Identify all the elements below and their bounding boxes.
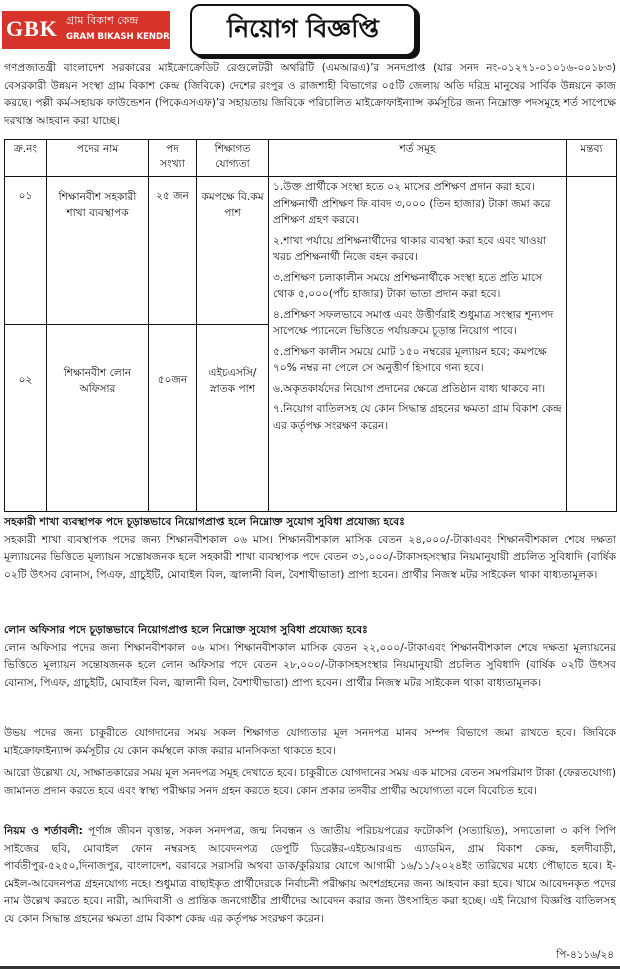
row2-post: শিক্ষানবীশ লোন অফিসার (47, 325, 149, 512)
terms-conditions (4, 823, 616, 929)
intro-paragraph: গণপ্রজাতন্ত্রী বাংলাদেশ সরকারের মাইক্রোক্রেডিট রেগুলেটরী অথরিটি (এমআরএ)’র সনদপ্রাপ্ত (যার সনদ নং-০১২৭১-০১০১৬-০০১৮৩) বেসরকারী উন্নয়ন সংস্থা গ্রাম বিকাশ কেন্দ্র (জিবিকে) দেশের রংপুর ও রাজশাহী বিভাগের ০৫টি জেলায় অতি দরিদ্র মানুষের সার্বিক উন্নয়নে কাজ করছে। পল্লী কর্ম-সহায়ক ফাউন্ডেশন (পিকেএসএফ)’র সহায়তায় জিবিকে পরিচালিত মাইক্রোফাইন্যান্স কর্মসূচির জন্য নিম্নোক্ত পদসমূহে শর্ত সাপেক্ষে দরখাস্ত আহবান করা যাচ্ছে। (4, 62, 616, 128)
header-sl: ক্র.নং (5, 140, 47, 177)
joining-note: উভয় পদের জন্য চাকুরীতে যোগদানের সময় সকল শিক্ষাগত যোগ্যতার মূল সনদপত্র মানব সম্পদ বিভাগে জমা রাখতে হবে। জিবিকে মাইক্রোফাইন্যান্স কর্মসূচীর যে কোন কর্মস্থলে কাজ করার মানসিকতা থাকতে হবে। (4, 727, 616, 757)
reference-code: পি-৪১১৬/২৪ (556, 949, 614, 961)
table-row (5, 177, 617, 325)
page-title: নিয়োগ বিজ্ঞপ্তি (190, 4, 416, 56)
assistant-manager-benefits (4, 514, 616, 584)
section-body: সহকারী শাখা ব্যবস্থাপক পদের জন্য শিক্ষানবীশকাল ০৬ মাস। শিক্ষানবীশকাল মাসিক বেতন ২৪,০০০/-টাকাএবং শিক্ষানবীশকাল শেষে দক্ষতা মূল্যায়নের ভিত্তিতে মূল্যায়ন সন্তোষজনক হলে সহকারী শাখা ব্যবস্থাপক পদে বেতন ৩১,০০০/-টাকাসহসংস্থার নিয়মানুযায়ী প্রচলিত সুবিধাদি (বার্ষিক ০২টি উৎসব বোনাস, পিএফ, গ্রাচুইটি, মোবাইল বিল, জ্বালানী বিল, বৈশাখীভাতা) প্রাপ্য হবেন। প্রার্থীর নিজস্ব মটর সাইকেল থাকা বাধ্যতামূলক। (4, 533, 616, 581)
row1-count: ২৫ জন (149, 177, 197, 325)
gbk-logo (2, 11, 177, 49)
section-heading: লোন অফিসার পদে চূড়ান্তভাবে নিয়োগপ্রাপ্ত হলে নিম্নোক্ত সুযোগ সুবিধা প্রযোজ্য হবেঃ (4, 624, 368, 636)
header-conditions: শর্ত সমূহ (269, 140, 567, 177)
job-table (4, 139, 617, 512)
section-heading: সহকারী শাখা ব্যবস্থাপক পদে চূড়ান্তভাবে নিয়োগপ্রাপ্ত হলে নিম্নোক্ত সুযোগ সুবিধা প্রযোজ্য হবেঃ (4, 516, 405, 528)
header-remarks: মন্তব্য (567, 140, 617, 177)
row2-count: ৫০জন (149, 325, 197, 512)
terms-label: নিয়ম ও শর্তাবলী: (4, 825, 83, 837)
remarks-cell (567, 177, 617, 512)
condition-item: ২.শাখা পর্যায়ে প্রশিক্ষনার্থীদের থাকার ব্যবস্থা করা হবে এবং খাওয়া খরচ প্রশিক্ষনার্থী নিজে বহন করবে। (273, 234, 547, 263)
header (2, 0, 618, 54)
loan-officer-benefits (4, 622, 616, 692)
row1-education: কমপক্ষে বি.কম পাশ (197, 177, 269, 325)
logo-mark: GBK (6, 16, 58, 41)
table-header-row (5, 140, 617, 177)
logo-bangla-text: গ্রাম বিকাশ কেন্দ্র (66, 14, 139, 27)
row1-sl: ০১ (5, 177, 47, 325)
logo-english-text: GRAM BIKASH KENDRA (66, 32, 177, 42)
terms-body: পূর্ণাঙ্গ জীবন বৃত্তান্ত, সকল সনদপত্র, জন্ম নিবন্ধন ও জাতীয় পরিচয়পত্রের ফটোকপি (সত্যায়িত), সদ্যতোলা ৩ কপি পিপি সাইজের ছবি, মোবাইল ফোন নম্বরসহ আবেদনপত্র ডেপুটি ডিরেক্টর-এইচআরএন্ড এ্যাডমিন, গ্রাম বিকাশ কেন্দ্র, হলদীবাড়ী, পার্বতীপুর-৫২৫০,দিনাজপুর, বাংলাদেশ, বরাবরে সরাসরি অথবা ডাক/কুরিয়ার যোগে আগামী ১৬/১১/২০২৪ইং তারিখের মধ্যে পৌছাতে হবে। ই-মেইল-আবেদনপত্র গ্রহনযোগ্য নহে। শুধুমাত্র বাছাইকৃত প্রার্থীদেরকে নির্বাচনী পরীক্ষায় অংশগ্রহনের জন্য আহবান করা হবে। খামে আবেদনকৃত পদের নাম উল্লেখ করতে হবে। নারী, আদিবাসী ও প্রান্তিক জনগোষ্ঠীর প্রার্থীদের আবেদন করার জন্য উৎসাহিত করা হচ্ছে। এই নিয়োগ বিজ্ঞপ্তি বাতিলসহ যে কোন সিদ্ধান্ত গ্রহনের ক্ষমতা গ্রাম বিকাশ কেন্দ্র এর কর্তৃপক্ষ সংরক্ষণ করেন। (4, 825, 616, 925)
condition-item: ১.উক্ত প্রার্থীকে সংস্থা হতে ০২ মাসের প্রশিক্ষণ প্রদান করা হবে। প্রশিক্ষনার্থী প্রশিক্ষণ ফি বাবদ ৩,০০০ (তিন হাজার) টাকা জমা করে প্রশিক্ষণ গ্রহণ করবে। (273, 181, 551, 226)
row2-education: এইচএসসি/ স্নাতক পাশ (197, 325, 269, 512)
interview-note: আরো উল্লেখ্য যে, সাক্ষাতকারের সময় মূল সনদপত্র সমূহ দেখাতে হবে। চাকুরীতে যোগদানের সময় এক মাসের বেতন সমপরিমাণ টাকা (ফেরতযোগ্য) জামানত প্রদান করতে হবে এবং স্বাস্থ্য পরীক্ষার সনদ গ্রহন করতে হবে। কোন প্রকার তদবীর প্রার্থীর অযোগ্যতা বলে বিবেচিত হবে। (4, 767, 616, 797)
condition-item: ৭.নিয়োগ বাতিলসহ যে কোন সিদ্ধান্ত গ্রহনের ক্ষমতা গ্রাম বিকাশ কেন্দ্র এর কর্তৃপক্ষ সংরক্ষণ করেন। (273, 403, 562, 432)
header-education: শিক্ষাগত যোগ্যতা (197, 140, 269, 177)
condition-item: ৬.অকৃতকার্যদের নিয়োগ প্রদানের ক্ষেত্রে প্রতিষ্ঠান বাধ্য থাকবে না। (273, 382, 546, 395)
row1-post: শিক্ষানবীশ সহকারী শাখা ব্যবস্থাপক (47, 177, 149, 325)
row2-sl: ০২ (5, 325, 47, 512)
condition-item: ৫.প্রশিক্ষণ কালীন সময়ে মোট ১৫০ নম্বরের মূল্যায়ন হবে; কমপক্ষে ৭০% নম্বর না পেলে সে অনুত্তীর্ণ হিসাবে গন্য হবে। (273, 345, 547, 374)
header-post: পদের নাম (47, 140, 149, 177)
header-count: পদ সংখ্যা (149, 140, 197, 177)
conditions-cell (269, 177, 567, 512)
condition-item: ৪.প্রশিক্ষণ সফলভাবে সমাপ্ত এবং উত্তীর্ণরাই শুধুমাত্র সংস্থার শূন্যপদ সাপেক্ষে প্যানেলে ভিত্তিতে পর্যায়ক্রমে চূড়ান্ত নিয়োগ পাবে। (273, 308, 554, 337)
section-body: লোন অফিসার পদের জন্য শিক্ষানবীশকাল ০৬ মাস। শিক্ষানবীশকাল মাসিক বেতন ২২,০০০/-টাকাএবং শিক্ষানবীশকাল শেষে দক্ষতা মূল্যায়নের ভিত্তিতে মূল্যায়ন সন্তোষজনক হলে লোন অফিসার পদে বেতন ২৮,০০০/-টাকাসহসংস্থার নিয়মানুযায়ী প্রচলিত সুবিধাদি (বার্ষিক ০২টি উৎসব বোনাস, পিএফ, গ্রাচুইটি, মোবাইল বিল, জ্বালানী বিল, বৈশাখীভাতা) প্রাপ্য হবেন। প্রার্থীর নিজস্ব মটর সাইকেল থাকা বাধ্যতামূলক। (4, 641, 616, 689)
condition-item: ৩.প্রশিক্ষণ চলাকালীন সময়ে প্রশিক্ষনার্থীকে সংস্থা হতে প্রতি মাসে থোক ৫,০০০(পাঁচ হাজার) টাকা ভাতা প্রদান করা হবে। (273, 271, 543, 300)
